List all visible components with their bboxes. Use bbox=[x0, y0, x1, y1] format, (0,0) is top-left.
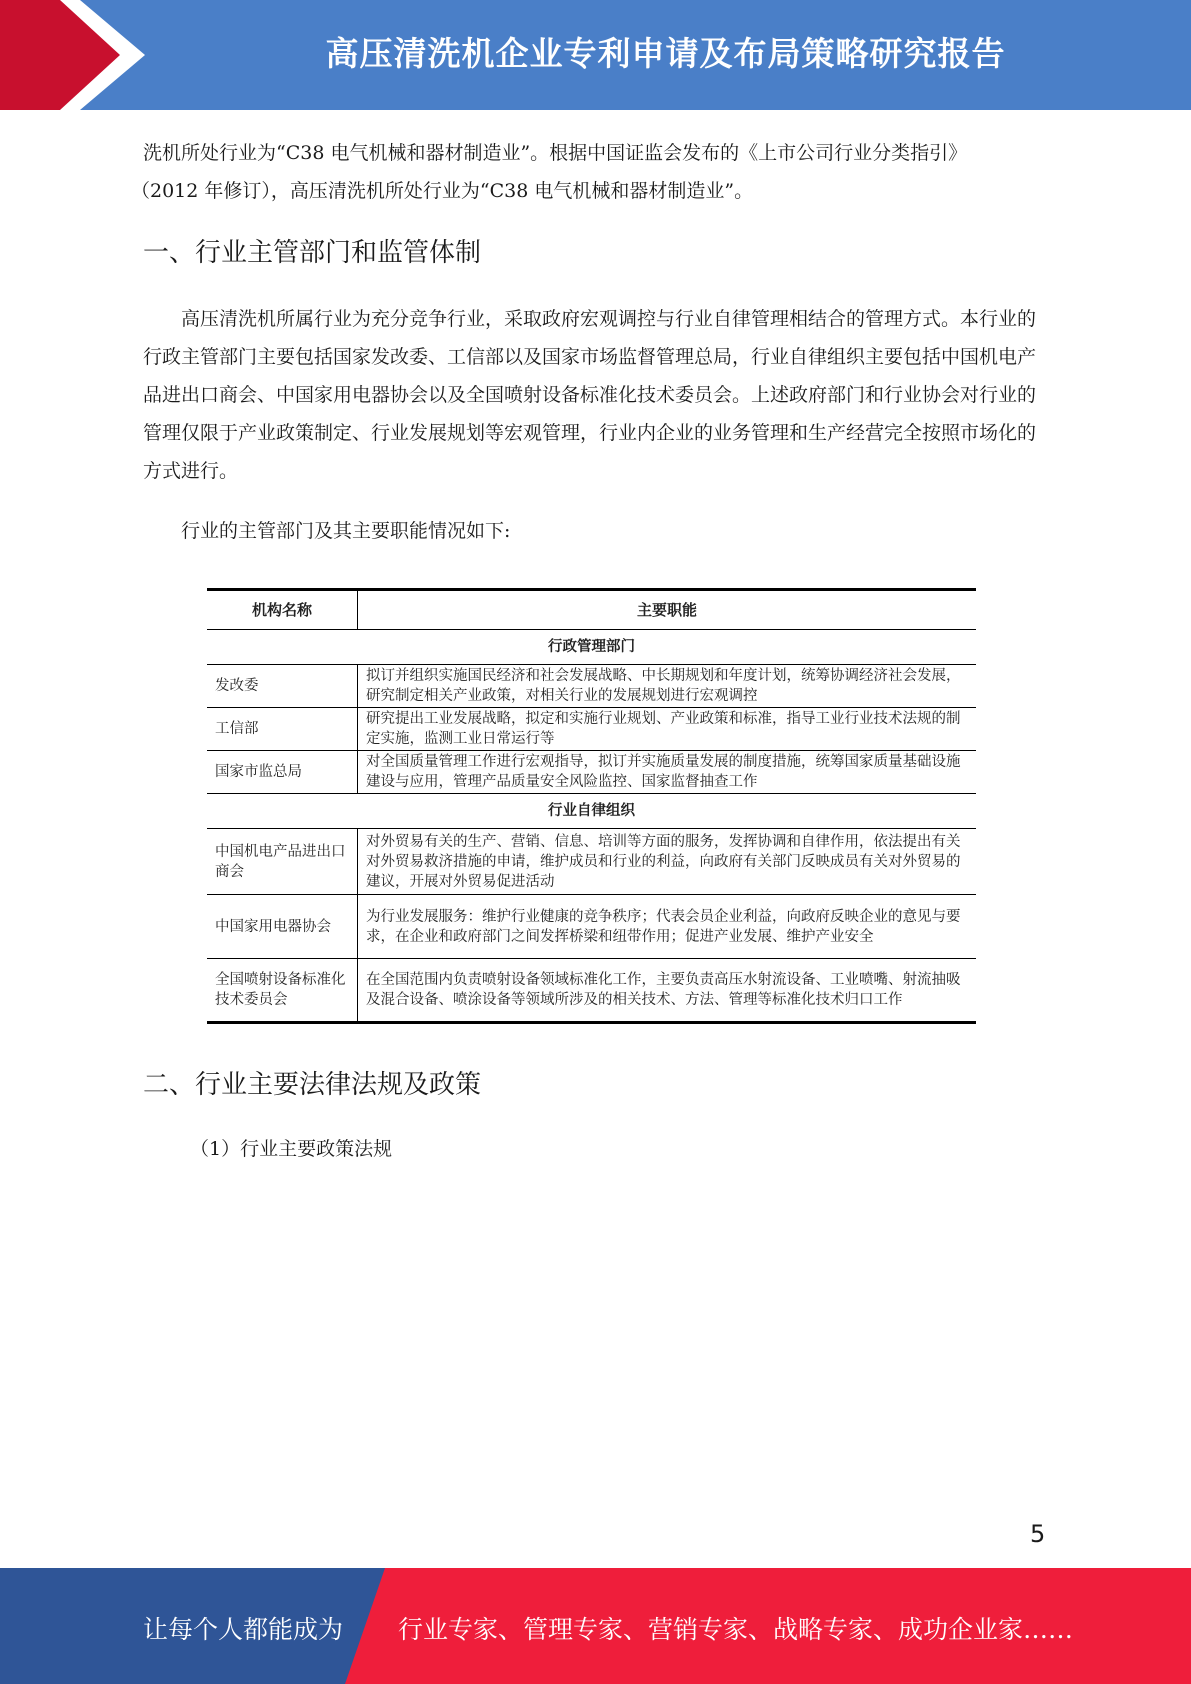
section-2-heading: 二、行业主要法律法规及政策 bbox=[143, 1070, 482, 1100]
header-function: 主要职能 bbox=[358, 590, 977, 630]
header-institution: 机构名称 bbox=[207, 590, 358, 630]
intro-line-2: （2012 年修订），高压清洗机所处行业为“C38 电气机械和器材制造业”。 bbox=[131, 180, 754, 202]
footer-slogan-left: 让每个人都能成为 bbox=[143, 1615, 344, 1644]
section-1-paragraph: 高压清洗机所属行业为充分竞争行业，采取政府宏观调控与行业自律管理相结合的管理方式。本行业的行政主管部门主要包括国家发改委、工信部以及国家市场监督管理总局，行业自律组织主要包括中国机电产品进出口商会、中国家用电器协会以及全国喷射设备标准化技术委员会。上述政府部门和行业协会对行业的管理仅限于产业政策制定、行业发展规划等宏观管理，行业内企业的业务管理和生产经营完全按照市场化的方式进行。 bbox=[143, 308, 1037, 482]
header-red-chevron bbox=[0, 0, 120, 110]
page-number: 5 bbox=[1030, 1520, 1046, 1548]
table-row bbox=[207, 895, 976, 959]
row-name: 中国家用电器协会 bbox=[207, 895, 358, 959]
authorities-table bbox=[207, 588, 976, 1024]
row-duty: 为行业发展服务：维护行业健康的竞争秩序；代表会员企业利益，向政府反映企业的意见与要求，在企业和政府部门之间发挥桥梁和纽带作用；促进产业发展、维护产业安全 bbox=[358, 895, 977, 959]
row-duty: 研究提出工业发展战略，拟定和实施行业规划、产业政策和标准，指导工业行业技术法规的制定实施，监测工业日常运行等 bbox=[358, 708, 977, 751]
section-2-sub bbox=[190, 1130, 1095, 1168]
intro-text bbox=[131, 134, 1048, 210]
group-selfreg: 行业自律组织 bbox=[207, 794, 976, 829]
table-row bbox=[207, 708, 976, 751]
report-title: 高压清洗机企业专利申请及布局策略研究报告 bbox=[325, 34, 1006, 73]
table-intro bbox=[143, 512, 1048, 550]
row-name: 发改委 bbox=[207, 665, 358, 708]
row-name: 全国喷射设备标准化技术委员会 bbox=[207, 959, 358, 1023]
row-name: 中国机电产品进出口商会 bbox=[207, 829, 358, 895]
table-group-row bbox=[207, 794, 976, 829]
table-row bbox=[207, 959, 976, 1023]
table-group-row bbox=[207, 630, 976, 665]
row-duty: 在全国范围内负责喷射设备领域标准化工作，主要负责高压水射流设备、工业喷嘴、射流抽吸及混合设备、喷涂设备等领域所涉及的相关技术、方法、管理等标准化技术归口工作 bbox=[358, 959, 977, 1023]
row-duty: 拟订并组织实施国民经济和社会发展战略、中长期规划和年度计划，统筹协调经济社会发展，研究制定相关产业政策，对相关行业的发展规划进行宏观调控 bbox=[358, 665, 977, 708]
intro-line-1: 洗机所处行业为“C38 电气机械和器材制造业”。根据中国证监会发布的《上市公司行业分类指引》 bbox=[143, 142, 968, 164]
section-1-heading: 一、行业主管部门和监管体制 bbox=[143, 238, 482, 268]
footer-slogan-right: 行业专家、管理专家、营销专家、战略专家、成功企业家…… bbox=[398, 1615, 1074, 1644]
section-1-body bbox=[143, 300, 1048, 490]
row-duty: 对外贸易有关的生产、营销、信息、培训等方面的服务，发挥协调和自律作用，依法提出有关对外贸易救济措施的申请，维护成员和行业的利益，向政府有关部门反映成员有关对外贸易的建议，开展对外贸易促进活动 bbox=[358, 829, 977, 895]
row-name: 工信部 bbox=[207, 708, 358, 751]
table-row bbox=[207, 751, 976, 794]
row-duty: 对全国质量管理工作进行宏观指导，拟订并实施质量发展的制度措施，统筹国家质量基础设施建设与应用，管理产品质量安全风险监控、国家监督抽查工作 bbox=[358, 751, 977, 794]
table-header-row bbox=[207, 590, 976, 630]
footer-banner bbox=[0, 1568, 1191, 1684]
header-banner bbox=[0, 0, 1191, 110]
table-row bbox=[207, 665, 976, 708]
table-intro-text: 行业的主管部门及其主要职能情况如下: bbox=[181, 520, 511, 542]
group-admin: 行政管理部门 bbox=[207, 630, 976, 665]
row-name: 国家市监总局 bbox=[207, 751, 358, 794]
section-2-subheading: （1）行业主要政策法规 bbox=[190, 1138, 393, 1160]
table-row bbox=[207, 829, 976, 895]
